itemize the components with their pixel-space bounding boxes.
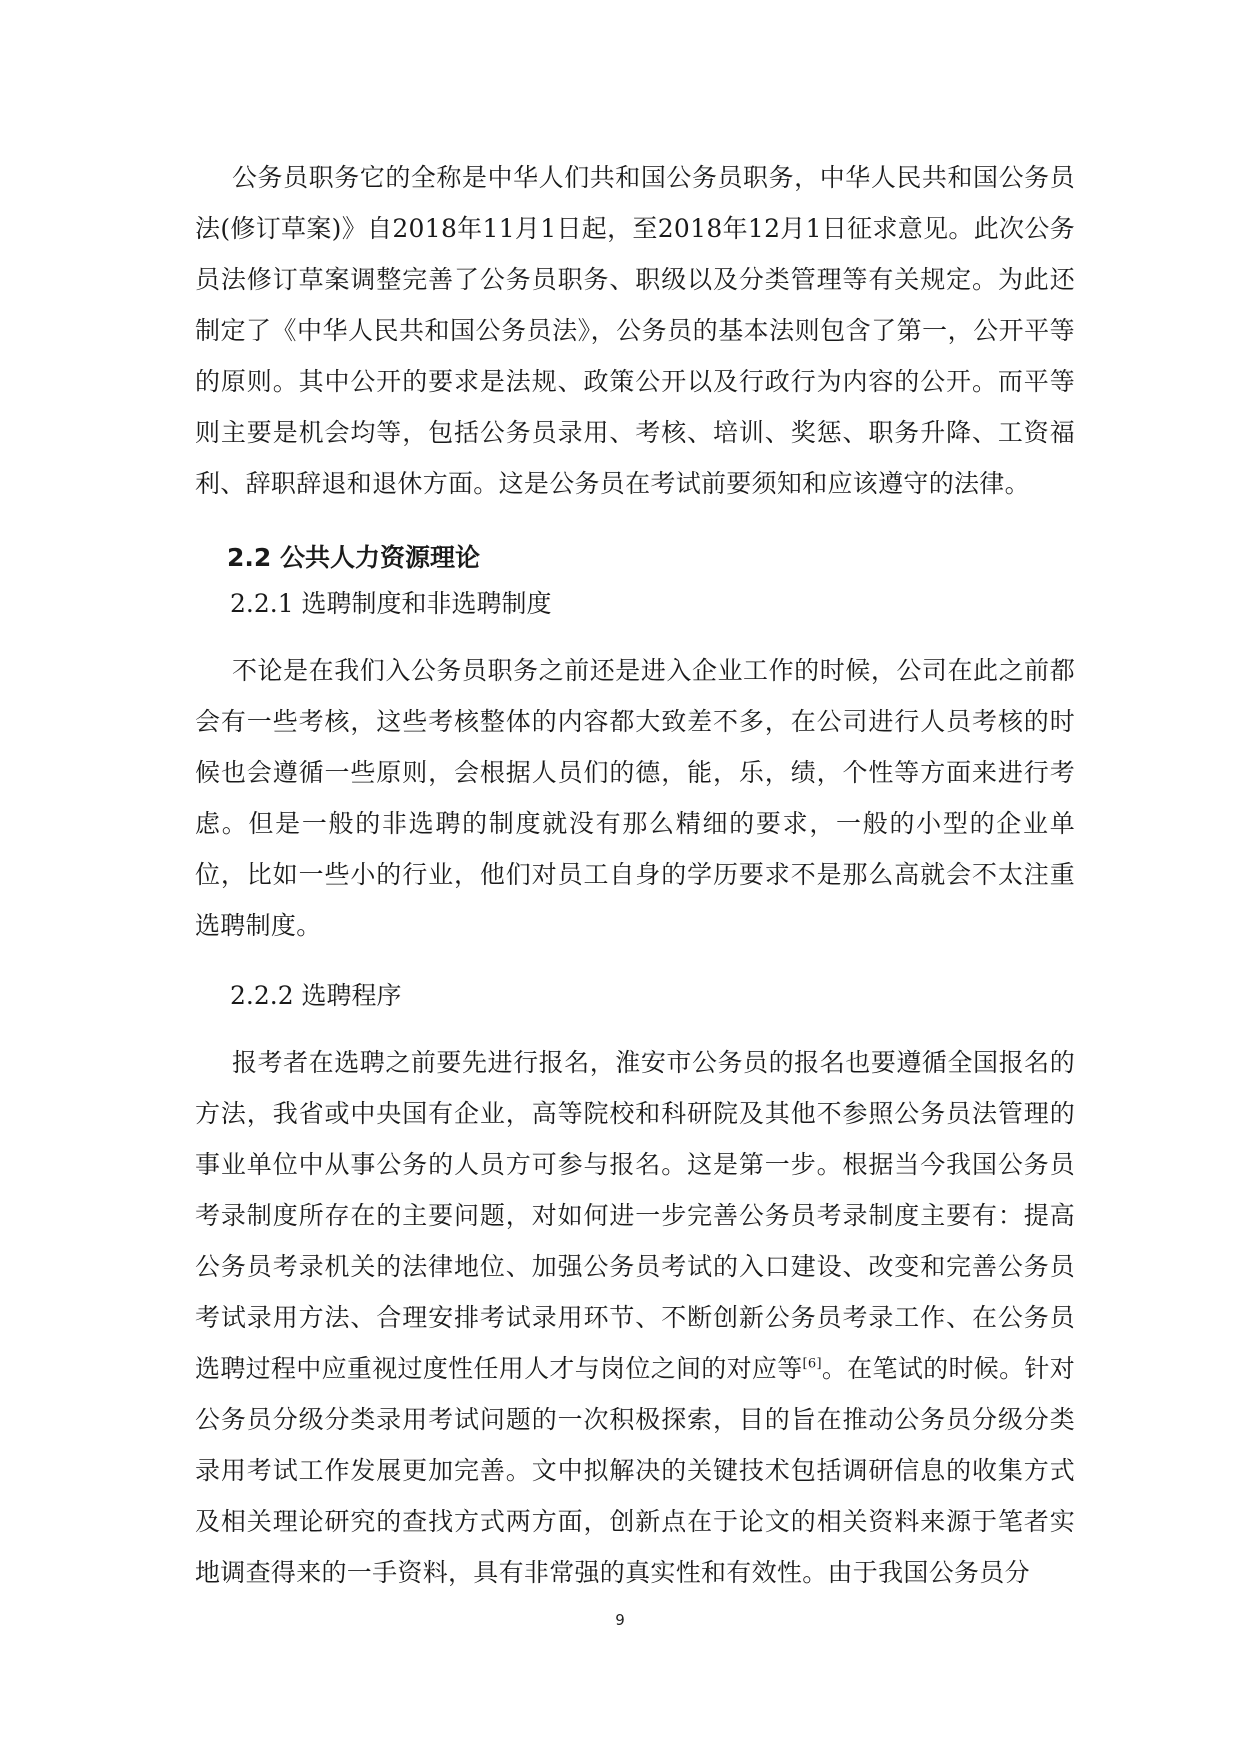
spacer [195, 509, 1075, 535]
paragraph-selection-system: 不论是在我们入公务员职务之前还是进入企业工作的时候，公司在此之前都会有一些考核，这些考核整体的内容都大致差不多，在公司进行人员考核的时候也会遵循一些原则，会根据人员们的德，能，乐，绩，个性等方面来进行考虑。但是一般的非选聘的制度就没有那么精细的要求，一般的小型的企业单位，比如一些小的行业，他们对员工自身的学历要求不是那么高就会不太注重选聘制度。 [195, 656, 1075, 940]
paragraph-text-part1: 报考者在选聘之前要先进行报名，淮安市公务员的报名也要遵循全国报名的方法，我省或中央国有企业，高等院校和科研院及其他不参照公务员法管理的事业单位中从事公务的人员方可参与报名。这是第一步。根据当今我国公务员考录制度所存在的主要问题，对如何进一步完善公务员考录制度主要有：提高公务员考录机关的法律地位、加强公务员考试的入口建设、改变和完善公务员考试录用方法、合理安排考试录用环节、不断创新公务员考录工作、在公务员选聘过程中应重视过度性任用人才与岗位之间的对应等 [195, 1048, 1075, 1383]
paragraph-text-part2: 。在笔试的时候。针对公务员分级分类录用考试问题的一次积极探索，目的旨在推动公务员分级分类录用考试工作发展更加完善。文中拟解决的关键技术包括调研信息的收集方式及相关理论研究的查找方式两方面，创新点在于论文的相关资料来源于笔者实地调查得来的一手资料，具有非常强的真实性和有效性。由于我国公务员分 [195, 1354, 1075, 1587]
paragraph-civil-servant-law: 公务员职务它的全称是中华人们共和国公务员职务，中华人民共和国公务员法(修订草案)》自2018年11月1日起，至2018年12月1日征求意见。此次公务员法修订草案调整完善了公务员职务、职级以及分类管理等有关规定。为此还制定了《中华人民共和国公务员法》，公务员的基本法则包含了第一，公开平等的原则。其中公开的要求是法规、政策公开以及行政行为内容的公开。而平等则主要是机会均等，包括公务员录用、考核、培训、奖惩、职务升降、工资福利、辞职辞退和退休方面。这是公务员在考试前要须知和应该遵守的法律。 [195, 163, 1075, 498]
citation-reference[interactable]: [6] [802, 1356, 822, 1372]
paragraph-selection-procedure [195, 1037, 1075, 1598]
section-heading-2-2: 2.2 公共人力资源理论 [227, 543, 480, 572]
spacer [195, 1019, 1075, 1037]
page-content [195, 152, 1075, 1598]
page-number: 9 [615, 1611, 625, 1629]
spacer [195, 627, 1075, 645]
subsection-heading-2-2-1: 2.2.1 选聘制度和非选聘制度 [230, 589, 552, 618]
subsection-heading-2-2-2: 2.2.2 选聘程序 [230, 981, 402, 1010]
spacer [195, 951, 1075, 973]
